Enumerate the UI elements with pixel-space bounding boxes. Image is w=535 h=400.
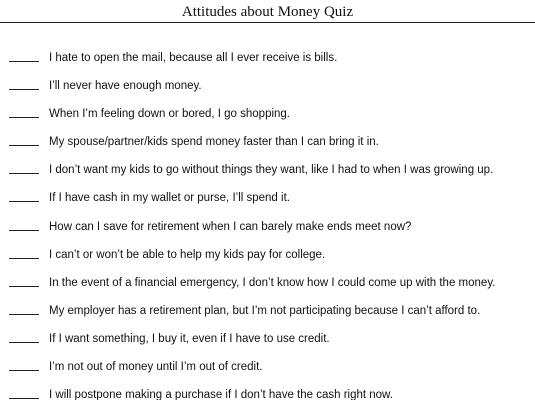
statement-item xyxy=(0,244,535,272)
statement-text: My employer has a retirement plan, but I’m not participating because I can’t afford to. xyxy=(49,304,481,317)
statement-text: My spouse/partner/kids spend money faster than I can bring it in. xyxy=(49,136,379,149)
answer-blank[interactable] xyxy=(9,89,39,90)
statement-item xyxy=(0,103,535,131)
answer-blank[interactable] xyxy=(9,342,39,343)
statement-item xyxy=(0,384,535,400)
statement-text: I can’t or won’t be able to help my kids pay for college. xyxy=(49,248,326,261)
answer-blank[interactable] xyxy=(9,145,39,146)
statement-text: I will postpone making a purchase if I don’t have the cash right now. xyxy=(49,389,393,400)
title-underline xyxy=(0,22,535,23)
statement-text: In the event of a financial emergency, I don’t know how I could come up with the money. xyxy=(49,276,496,289)
answer-blank[interactable] xyxy=(9,173,39,174)
answer-blank[interactable] xyxy=(9,370,39,371)
statement-text: I’m not out of money until I’m out of credit. xyxy=(49,361,263,374)
answer-blank[interactable] xyxy=(9,258,39,259)
statement-text: I don’t want my kids to go without things they want, like I had to when I was growing up. xyxy=(49,164,494,177)
statement-list xyxy=(0,47,535,400)
statement-item xyxy=(0,75,535,103)
statement-text: I hate to open the mail, because all I ever receive is bills. xyxy=(49,52,338,64)
quiz-title: Attitudes about Money Quiz xyxy=(181,4,354,20)
statement-item xyxy=(0,187,535,215)
answer-blank[interactable] xyxy=(9,117,39,118)
answer-blank[interactable] xyxy=(9,398,39,399)
statement-text: I’ll never have enough money. xyxy=(49,80,202,93)
statement-item xyxy=(0,328,535,356)
statement-item xyxy=(0,216,535,244)
statement-text: If I want something, I buy it, even if I have to use credit. xyxy=(49,332,330,345)
answer-blank[interactable] xyxy=(9,61,39,62)
statement-item xyxy=(0,159,535,187)
statement-text: If I have cash in my wallet or purse, I’ll spend it. xyxy=(49,192,290,205)
answer-blank[interactable] xyxy=(9,230,39,231)
answer-blank[interactable] xyxy=(9,286,39,287)
answer-blank[interactable] xyxy=(9,201,39,202)
statement-item xyxy=(0,47,535,75)
statement-item xyxy=(0,131,535,159)
statement-text: When I’m feeling down or bored, I go shopping. xyxy=(49,108,291,121)
answer-blank[interactable] xyxy=(9,314,39,315)
statement-item xyxy=(0,272,535,300)
statement-text: How can I save for retirement when I can barely make ends meet now? xyxy=(49,220,412,233)
statement-item xyxy=(0,300,535,328)
statement-item xyxy=(0,356,535,384)
